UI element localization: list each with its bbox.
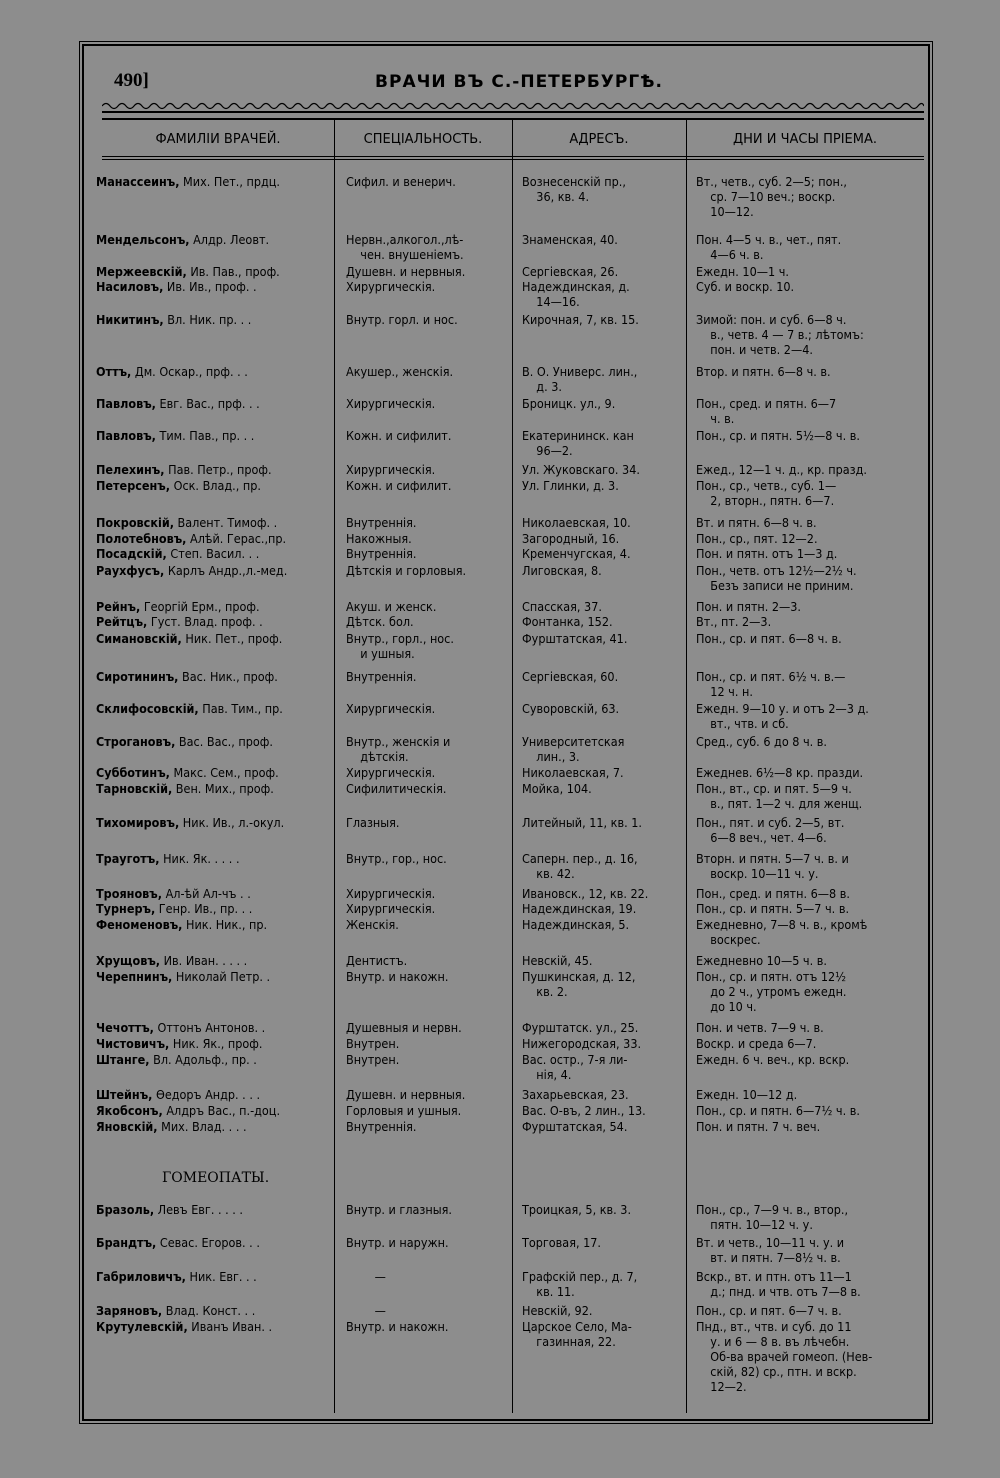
doctor-hours: Вскр., вт. и птн. отъ 11—1 д.; пнд. и чтв. отъ 7—8 в. [696, 1269, 861, 1299]
doctor-given-name: Севас. Егоров. . . [156, 1235, 260, 1250]
doctor-given-name: Алдръ Вас., п.-доц. [162, 1103, 281, 1118]
doctor-specialty: Хирургическія. [346, 886, 436, 901]
doctor-hours: Пон., ср., пят. 12—2. [696, 531, 818, 546]
doctor-address: Пушкинская, д. 12, кв. 2. [522, 969, 636, 999]
doctor-given-name: Генр. Ив., пр. . . [155, 901, 253, 916]
doctor-name [96, 264, 332, 279]
page-title: ВРАЧИ ВЪ С.-ПЕТЕРБУРГѢ. [375, 72, 663, 92]
doctor-address: Саперн. пер., д. 16, кв. 42. [522, 851, 638, 881]
doctor-given-name: Валент. Тимоф. . [173, 515, 278, 530]
doctor-surname: Штейнъ, [96, 1087, 153, 1102]
doctor-given-name: Дм. Оскар., прф. . . [131, 364, 248, 379]
doctor-address: В. О. Универс. лин., д. 3. [522, 364, 638, 394]
doctor-address: Екатерининск. кан 96—2. [522, 428, 634, 458]
doctor-specialty: Душевныя и нервн. [346, 1020, 462, 1035]
doctor-given-name: Вен. Мих., проф. [172, 781, 274, 796]
doctor-name [96, 1103, 332, 1118]
doctor-surname: Никитинъ, [96, 312, 164, 327]
doctor-surname: Черепнинъ, [96, 969, 173, 984]
doctor-surname: Оттъ, [96, 364, 132, 379]
doctor-given-name: Влад. Конст. . . [162, 1303, 256, 1318]
doctor-address: Вас. остр., 7-я ли- нія, 4. [522, 1052, 628, 1082]
doctor-specialty: Внутреннія. [346, 1119, 417, 1134]
doctor-hours: Пон., ср., 7—9 ч. в., втор., пятн. 10—12 ч. у. [696, 1202, 849, 1232]
doctor-name [96, 1036, 332, 1051]
doctor-specialty: Сифил. и венерич. [346, 174, 456, 189]
doctor-surname: Насиловъ, [96, 279, 164, 294]
doctor-given-name: Ник. Пет., проф. [181, 631, 283, 646]
doctor-hours: Пон., сред. и пятн. 6—8 в. [696, 886, 850, 901]
doctor-surname: Симановскій, [96, 631, 182, 646]
doctor-given-name: Ник. Евг. . . [185, 1269, 257, 1284]
doctor-surname: Манассеинъ, [96, 174, 180, 189]
doctor-surname: Петерсенъ, [96, 478, 171, 493]
doctor-specialty: Внутреннія. [346, 515, 417, 530]
doctor-surname: Чечоттъ, [96, 1020, 154, 1035]
doctor-given-name: Мих. Пет., прдц. [179, 174, 280, 189]
column-header-surnames: ФАМИЛІИ ВРАЧЕЙ. [155, 132, 281, 147]
doctor-address: Николаевская, 10. [522, 515, 631, 530]
doctor-hours: Вт., четв., суб. 2—5; пон., ср. 7—10 веч.; воскр. 10—12. [696, 174, 847, 219]
doctor-given-name: Алдр. Леовт. [189, 232, 270, 247]
doctor-surname: Заряновъ, [96, 1303, 163, 1318]
doctor-surname: Мендельсонъ, [96, 232, 190, 247]
doctor-specialty: Дѣтскія и горловыя. [346, 563, 467, 578]
doctor-surname: Штанге, [96, 1052, 150, 1067]
doctor-surname: Рейнъ, [96, 599, 141, 614]
doctor-specialty: Душевн. и нервныя. [346, 264, 466, 279]
doctor-name [96, 815, 332, 830]
doctor-specialty: Хирургическія. [346, 462, 436, 477]
doctor-surname: Субботинъ, [96, 765, 170, 780]
doctor-name [96, 546, 332, 561]
doctor-specialty: Хирургическія. [346, 701, 436, 716]
doctor-name [96, 969, 332, 984]
column-divider [334, 118, 335, 1413]
doctor-name [96, 1020, 332, 1035]
doctor-specialty: Внутр., горл., нос. и ушныя. [346, 631, 454, 661]
doctor-hours: Пон., сред. и пятн. 6—7 ч. в. [696, 396, 837, 426]
doctor-surname: Павловъ, [96, 396, 156, 411]
doctor-address: Загородный, 16. [522, 531, 620, 546]
doctor-surname: Тарновскій, [96, 781, 173, 796]
doctor-specialty: — [346, 1303, 386, 1318]
doctor-address: Графскій пер., д. 7, кв. 11. [522, 1269, 638, 1299]
doctor-name [96, 851, 332, 866]
doctor-name [96, 669, 332, 684]
doctor-given-name: Пав. Тим., пр. [198, 701, 283, 716]
column-divider [512, 118, 513, 1413]
doctor-hours: Пон. и пятн. отъ 1—3 д. [696, 546, 838, 561]
doctor-name [96, 901, 332, 916]
doctor-name [96, 478, 332, 493]
doctor-name [96, 174, 332, 189]
doctor-name [96, 1235, 332, 1250]
doctor-surname: Турнеръ, [96, 901, 156, 916]
doctor-hours: Пон., четв. отъ 12½—2½ ч. Безъ записи не приним. [696, 563, 857, 593]
doctor-specialty: Дентистъ. [346, 953, 408, 968]
section-heading-homeopaths: ГОМЕОПАТЫ. [162, 1170, 270, 1186]
doctor-name [96, 1202, 332, 1217]
doctor-hours: Пон., ср. и пят. 6—7 ч. в. [696, 1303, 842, 1318]
doctor-address: Кирочная, 7, кв. 15. [522, 312, 639, 327]
doctor-address: Знаменская, 40. [522, 232, 618, 247]
doctor-hours: Вторн. и пятн. 5—7 ч. в. и воскр. 10—11 ч. у. [696, 851, 849, 881]
doctor-name [96, 781, 332, 796]
doctor-name [96, 232, 332, 247]
doctor-surname: Покровскій, [96, 515, 174, 530]
doctor-hours: Вт., пт. 2—3. [696, 614, 772, 629]
doctor-hours: Пон. и пятн. 2—3. [696, 599, 801, 614]
doctor-name [96, 428, 332, 443]
column-header-specialty: СПЕЦІАЛЬНОСТЬ. [363, 132, 483, 147]
doctor-given-name: Пав. Петр., проф. [164, 462, 272, 477]
doctor-given-name: Макс. Сем., проф. [169, 765, 279, 780]
doctor-specialty: Глазныя. [346, 815, 400, 830]
doctor-surname: Пелехинъ, [96, 462, 165, 477]
doctor-surname: Строгановъ, [96, 734, 176, 749]
doctor-name [96, 1087, 332, 1102]
doctor-specialty: Акуш. и женск. [346, 599, 437, 614]
doctor-given-name: Вас. Вас., проф. [175, 734, 273, 749]
doctor-name [96, 515, 332, 530]
doctor-address: Надеждинская, 5. [522, 917, 630, 932]
doctor-name [96, 1319, 332, 1334]
doctor-hours: Сред., суб. 6 до 8 ч. в. [696, 734, 827, 749]
doctor-hours: Пон. и четв. 7—9 ч. в. [696, 1020, 824, 1035]
doctor-specialty: Кожн. и сифилит. [346, 428, 452, 443]
doctor-address: Николаевская, 7. [522, 765, 624, 780]
column-header-address: АДРЕСЪ. [569, 132, 629, 147]
doctor-given-name: Ив. Иван. . . . . [160, 953, 248, 968]
doctor-surname: Бразоль, [96, 1202, 155, 1217]
doctor-specialty: Хирургическія. [346, 901, 436, 916]
doctor-given-name: Степ. Васил. . . [166, 546, 260, 561]
doctor-name [96, 1303, 332, 1318]
doctor-hours: Ежедневно, 7—8 ч. в., кромѣ воскрес. [696, 917, 868, 947]
doctor-specialty: Внутреннія. [346, 546, 417, 561]
doctor-surname: Полотебновъ, [96, 531, 187, 546]
header-bottom-rule-2 [102, 159, 924, 160]
doctor-hours: Пон., ср. и пят. 6½ ч. в.— 12 ч. н. [696, 669, 846, 699]
page-number: 490] [114, 70, 149, 91]
doctor-address: Невскій, 45. [522, 953, 593, 968]
doctor-specialty: Внутр. и глазныя. [346, 1202, 452, 1217]
doctor-hours: Ежедн. 6 ч. веч., кр. вскр. [696, 1052, 850, 1067]
doctor-name [96, 279, 332, 294]
doctor-given-name: Ник. Ив., л.-окул. [179, 815, 285, 830]
doctor-name [96, 886, 332, 901]
doctor-surname: Тихомировъ, [96, 815, 180, 830]
doctor-specialty: Внутр. и накожн. [346, 1319, 449, 1334]
doctor-specialty: Внутрен. [346, 1052, 400, 1067]
doctor-specialty: Внутрен. [346, 1036, 400, 1051]
doctor-given-name: Оттонъ Антонов. . [153, 1020, 266, 1035]
doctor-hours: Пон., вт., ср. и пят. 5—9 ч. в., пят. 1—2 ч. для женщ. [696, 781, 863, 811]
doctor-surname: Рейтцъ, [96, 614, 148, 629]
doctor-given-name: Ник. Як., проф. [169, 1036, 263, 1051]
doctor-specialty: Внутреннія. [346, 669, 417, 684]
doctor-surname: Брандтъ, [96, 1235, 157, 1250]
doctor-given-name: Ник. Ник., пр. [182, 917, 268, 932]
doctor-address: Сергіевская, 26. [522, 264, 619, 279]
doctor-given-name: Ник. Як. . . . . [159, 851, 240, 866]
doctor-name [96, 396, 332, 411]
doctor-name [96, 462, 332, 477]
doctor-address: Фурштатская, 54. [522, 1119, 628, 1134]
page-header [114, 68, 924, 98]
doctor-surname: Габриловичъ, [96, 1269, 186, 1284]
doctor-surname: Якобсонъ, [96, 1103, 163, 1118]
doctor-name [96, 631, 332, 646]
doctor-hours: Ежеднев. 6½—8 кр. празди. [696, 765, 864, 780]
doctor-specialty: Акушер., женскія. [346, 364, 454, 379]
doctor-specialty: Кожн. и сифилит. [346, 478, 452, 493]
doctor-address: Фурштатск. ул., 25. [522, 1020, 639, 1035]
doctor-surname: Феноменовъ, [96, 917, 183, 932]
doctor-given-name: Тим. Пав., пр. . . [155, 428, 255, 443]
doctor-surname: Раухфусъ, [96, 563, 165, 578]
doctor-given-name: Густ. Влад. проф. . [147, 614, 263, 629]
doctor-name [96, 701, 332, 716]
column-divider [686, 118, 687, 1413]
doctor-name [96, 599, 332, 614]
doctor-specialty: Женскія. [346, 917, 399, 932]
doctor-address: Мойка, 104. [522, 781, 592, 796]
doctor-hours: Вт. и четв., 10—11 ч. у. и вт. и пятн. 7—8½ ч. в. [696, 1235, 845, 1265]
doctor-hours: Пон., ср. и пятн. 6—7½ ч. в. [696, 1103, 860, 1118]
doctor-address: Суворовскій, 63. [522, 701, 620, 716]
doctor-surname: Чистовичъ, [96, 1036, 170, 1051]
doctor-hours: Пон., пят. и суб. 2—5, вт. 6—8 веч., чет. 4—6. [696, 815, 845, 845]
doctor-specialty: — [346, 1269, 386, 1284]
doctor-address: Сергіевская, 60. [522, 669, 619, 684]
doctor-surname: Склифосовскій, [96, 701, 199, 716]
doctor-hours: Втор. и пятн. 6—8 ч. в. [696, 364, 831, 379]
doctor-specialty: Душевн. и нервныя. [346, 1087, 466, 1102]
wavy-rule-ornament [102, 100, 924, 116]
doctor-hours: Суб. и воскр. 10. [696, 279, 795, 294]
doctor-given-name: Георгій Ерм., проф. [140, 599, 260, 614]
doctor-surname: Хрущовъ, [96, 953, 161, 968]
doctor-specialty: Внутр., женскія и дѣтскія. [346, 734, 451, 764]
doctor-hours: Ежед., 12—1 ч. д., кр. празд. [696, 462, 867, 477]
doctor-address: Университетская лин., 3. [522, 734, 625, 764]
doctor-specialty: Хирургическія. [346, 279, 436, 294]
column-header-hours: ДНИ И ЧАСЫ ПРІЕМА. [732, 132, 878, 147]
doctor-address: Фурштатская, 41. [522, 631, 628, 646]
doctor-address: Захарьевская, 23. [522, 1087, 629, 1102]
doctor-hours: Пон., ср., четв., суб. 1— 2, вторн., пятн. 6—7. [696, 478, 837, 508]
doctor-address: Ул. Жуковскаго. 34. [522, 462, 640, 477]
doctor-address: Троицкая, 5, кв. 3. [522, 1202, 632, 1217]
doctor-hours: Ежедн. 10—1 ч. [696, 264, 789, 279]
doctor-hours: Вт. и пятн. 6—8 ч. в. [696, 515, 817, 530]
doctor-name [96, 312, 332, 327]
doctor-hours: Пон., ср. и пятн. 5½—8 ч. в. [696, 428, 860, 443]
doctor-address: Торговая, 17. [522, 1235, 601, 1250]
doctor-name [96, 953, 332, 968]
doctor-specialty: Нервн.,алкогол.,лѣ- чен. внушеніемъ. [346, 232, 464, 262]
doctor-specialty: Внутр. и наружн. [346, 1235, 449, 1250]
doctor-name [96, 765, 332, 780]
doctor-given-name: Ив. Пав., проф. [186, 264, 280, 279]
doctor-given-name: Евг. Вас., прф. . . [155, 396, 260, 411]
doctor-given-name: Ив. Ив., проф. . [163, 279, 257, 294]
doctor-specialty: Хирургическія. [346, 396, 436, 411]
doctor-given-name: Мих. Влад. . . . [157, 1119, 247, 1134]
doctor-name [96, 1119, 332, 1134]
doctor-surname: Мержеевскій, [96, 264, 187, 279]
doctor-name [96, 917, 332, 932]
doctor-address: Вас. О-въ, 2 лин., 13. [522, 1103, 646, 1118]
doctor-surname: Крутулевскій, [96, 1319, 188, 1334]
doctor-hours: Ежедн. 10—12 д. [696, 1087, 798, 1102]
doctor-hours: Пон., ср. и пятн. 5—7 ч. в. [696, 901, 850, 916]
doctor-given-name: Карлъ Андр.,л.-мед. [164, 563, 288, 578]
doctor-hours: Пон. и пятн. 7 ч. веч. [696, 1119, 821, 1134]
doctor-hours: Пнд., вт., чтв. и суб. до 11 у. и 6 — 8 в. въ лѣчебн. Об-ва врачей гомеоп. (Нев- скій, 82) ср., птн. и вскр. 12—2. [696, 1319, 873, 1394]
doctor-address: Надеждинская, д. 14—16. [522, 279, 630, 309]
doctor-address: Литейный, 11, кв. 1. [522, 815, 642, 830]
doctor-given-name: Вл. Ник. пр. . . [163, 312, 252, 327]
doctor-given-name: Вл. Адольф., пр. . [149, 1052, 257, 1067]
doctor-hours: Пон., ср. и пят. 6—8 ч. в. [696, 631, 842, 646]
doctor-name [96, 1052, 332, 1067]
doctor-given-name: Левъ Евг. . . . . [154, 1202, 243, 1217]
doctor-specialty: Горловыя и ушныя. [346, 1103, 462, 1118]
doctor-address: Нижегородская, 33. [522, 1036, 642, 1051]
doctor-surname: Яновскій, [96, 1119, 158, 1134]
directory-page [82, 44, 930, 1421]
doctor-address: Царское Село, Ма- газинная, 22. [522, 1319, 632, 1349]
doctor-address: Кременчугская, 4. [522, 546, 631, 561]
doctor-given-name: Алѣй. Герас.,пр. [186, 531, 287, 546]
doctor-surname: Павловъ, [96, 428, 156, 443]
doctor-name [96, 531, 332, 546]
doctor-address: Спасская, 37. [522, 599, 602, 614]
doctor-specialty: Внутр., гор., нос. [346, 851, 447, 866]
doctor-specialty: Накожныя. [346, 531, 412, 546]
doctor-surname: Трауготъ, [96, 851, 160, 866]
doctor-specialty: Внутр. горл. и нос. [346, 312, 458, 327]
doctor-address: Ивановск., 12, кв. 22. [522, 886, 649, 901]
doctor-given-name: Оск. Влад., пр. [170, 478, 261, 493]
doctor-given-name: Николай Петр. . [172, 969, 271, 984]
doctor-hours: Пон., ср. и пятн. отъ 12½ до 2 ч., утромъ ежедн. до 10 ч. [696, 969, 847, 1014]
header-top-rule [102, 118, 924, 120]
doctor-given-name: Өедоръ Андр. . . . [152, 1087, 261, 1102]
doctor-specialty: Хирургическія. [346, 765, 436, 780]
doctor-specialty: Дѣтск. бол. [346, 614, 414, 629]
doctor-hours: Ежедневно 10—5 ч. в. [696, 953, 827, 968]
doctor-given-name: Иванъ Иван. . [187, 1319, 273, 1334]
doctor-name [96, 364, 332, 379]
doctor-address: Лиговская, 8. [522, 563, 602, 578]
header-bottom-rule [102, 156, 924, 157]
doctor-address: Броницк. ул., 9. [522, 396, 616, 411]
doctor-specialty: Сифилитическія. [346, 781, 447, 796]
doctor-name [96, 614, 332, 629]
doctor-given-name: Вас. Ник., проф. [178, 669, 278, 684]
doctor-surname: Сиротининъ, [96, 669, 179, 684]
doctor-surname: Посадскій, [96, 546, 167, 561]
doctor-name [96, 734, 332, 749]
doctor-address: Вознесенскій пр., 36, кв. 4. [522, 174, 626, 204]
doctor-hours: Пон. 4—5 ч. в., чет., пят. 4—6 ч. в. [696, 232, 842, 262]
doctor-hours: Зимой: пон. и суб. 6—8 ч. в., четв. 4 — 7 в.; лѣтомъ: пон. и четв. 2—4. [696, 312, 864, 357]
doctor-surname: Трояновъ, [96, 886, 163, 901]
doctor-name [96, 1269, 332, 1284]
doctor-hours: Воскр. и среда 6—7. [696, 1036, 817, 1051]
doctor-given-name: Ал-ѣй Ал-чъ . . [162, 886, 251, 901]
doctor-hours: Ежедн. 9—10 у. и отъ 2—3 д. вт., чтв. и сб. [696, 701, 869, 731]
doctor-address: Надеждинская, 19. [522, 901, 637, 916]
doctor-address: Фонтанка, 152. [522, 614, 613, 629]
doctor-specialty: Внутр. и накожн. [346, 969, 449, 984]
doctor-address: Ул. Глинки, д. 3. [522, 478, 619, 493]
doctor-address: Невскій, 92. [522, 1303, 593, 1318]
doctor-name [96, 563, 332, 578]
